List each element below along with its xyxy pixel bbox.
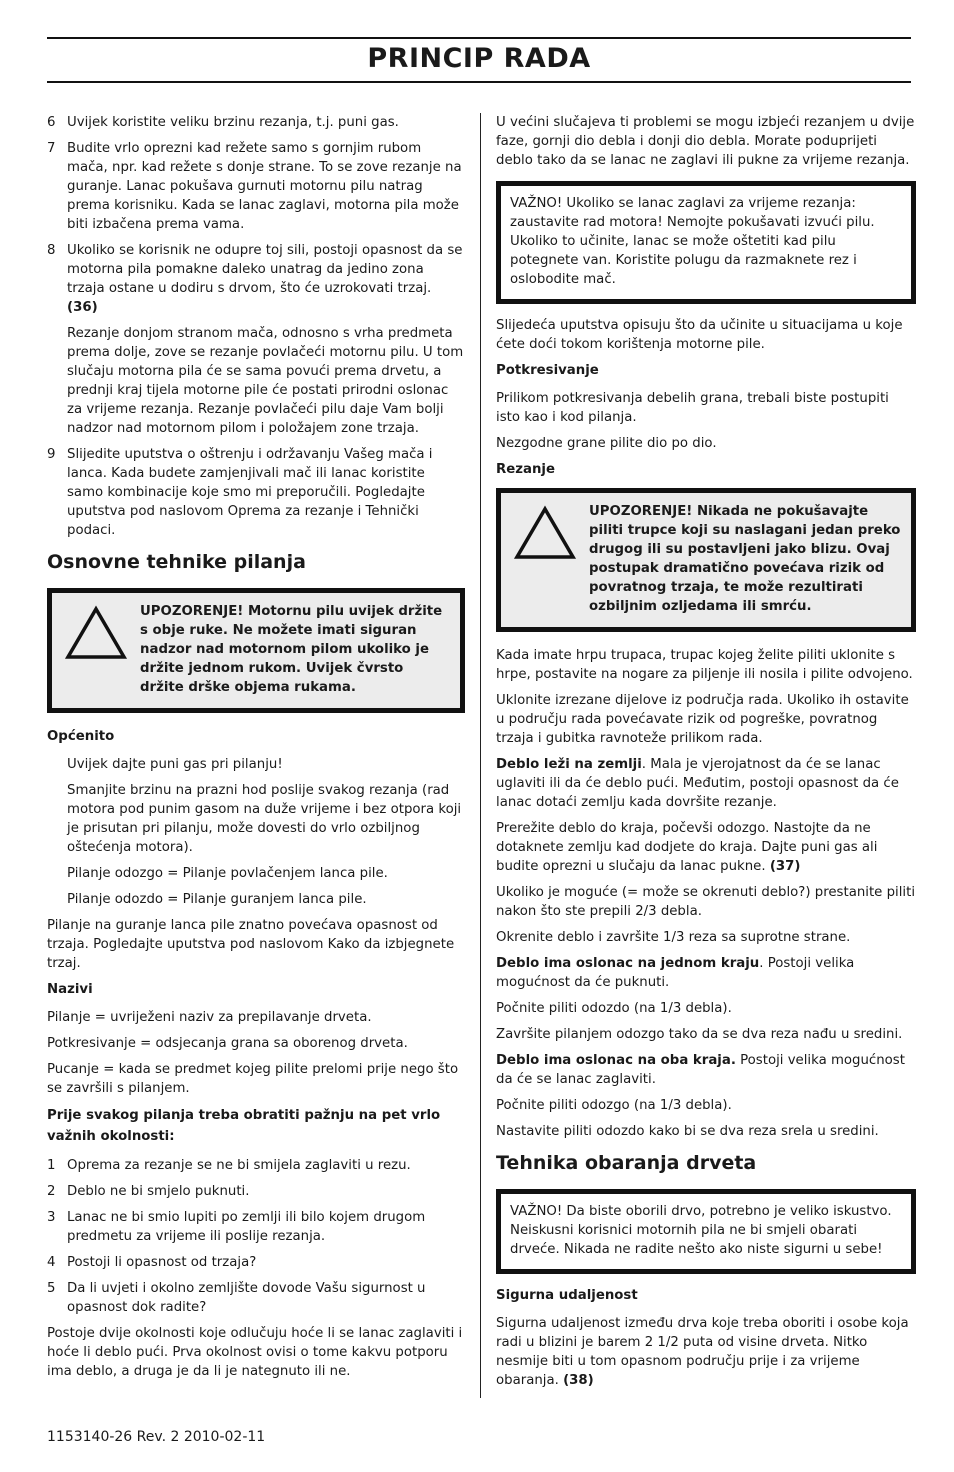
item-number: 3: [47, 1210, 56, 1225]
subheading: Rezanje: [496, 462, 556, 477]
list-item: [47, 113, 465, 132]
warning-text: UPOZORENJE! Nikada ne pokušavajte piliti trupce koji su naslagani jedan preko drugog ili su postavljeni jako blizu. Ovaj postupak dramatično povećava rizik od povratnog trzaja, te može rezultirati ozbiljnim ozljedama ili smrću.: [589, 504, 901, 614]
subheading: Sigurna udaljenost: [496, 1288, 638, 1303]
page-title: PRINCIP RADA: [367, 43, 591, 74]
figure-reference: (37): [769, 859, 801, 874]
paragraph: Pucanje = kada se predmet kojeg pilite prelomi prije nego što se završili s pilanjem.: [47, 1062, 459, 1096]
paragraph: Postoje dvije okolnosti koje odlučuju hoće li se lanac zaglaviti i hoće li deblo pući. Prva okolnost ovisi o tome kakvu potporu ima deblo, a druga je da li je nategnuto ili ne.: [47, 1326, 463, 1379]
item-text: Oprema za rezanje se ne bi smijela zaglaviti u rezu.: [67, 1158, 411, 1173]
paragraph: Prilikom potkresivanja debelih grana, trebali biste postupiti isto kao i kod pilanja.: [496, 391, 889, 425]
paragraph: Pilanje = uvriježeni naziv za prepilavanje drveta.: [47, 1010, 372, 1025]
item-text: Slijedite uputstva o oštrenju i održavanju Vašeg mača i lanca. Kada budete zamjenjivali mač ili lanac koristite samo kombinacije koje smo mi preporučili. Pogledajte uputstva pod naslovom Oprema za rezanje i Tehnički podaci.: [67, 447, 433, 538]
paragraph: Deblo leži na zemlji. Mala je vjerojatnost da će se lanac uglaviti ili da će deblo pući. Međutim, postoji opasnost da će lanac dotaći zemlju kada dovršite rezanje.: [496, 757, 899, 810]
list-item: [47, 1182, 465, 1201]
subheading: Općenito: [47, 729, 115, 744]
paragraph: Pilanje na guranje lanca pile znatno povećava opasnost od trzaja. Pogledajte uputstva pod naslovom Kako da izbjegnete trzaj.: [47, 918, 455, 971]
paragraph: Smanjite brzinu na prazni hod poslije svakog rezanja (rad motora pod punim gasom na duže vrijeme i bez otpora koji je prisutan pri pilanju, može dovesti do vrlo ozbiljnog oštećenja motora).: [67, 783, 462, 855]
paragraph: Potkresivanje = odsjecanja grana sa oborenog drveta.: [47, 1036, 408, 1051]
item-number: 2: [47, 1184, 56, 1199]
important-note-box: VAŽNO! Da biste oborili drvo, potrebno je veliko iskustvo. Neiskusni korisnici motornih pila ne bi smjeli obarati drveće. Nikada ne radite nešto ako niste sigurni u sebe!: [496, 1189, 916, 1274]
paragraph: Kada imate hrpu trupaca, trupac kojeg želite piliti uklonite s hrpe, postavite na nogare za piljenje ili nosila i pilite odvojeno.: [496, 648, 913, 682]
subheading: Prije svakog pilanja treba obratiti pažnju na pet vrlo važnih okolnosti:: [47, 1108, 441, 1144]
item-number: 1: [47, 1158, 56, 1173]
list-item: [47, 1279, 465, 1317]
paragraph: Uklonite izrezane dijelove iz područja rada. Ukoliko ih ostavite u području rada povećavate rizik od pogreške, povratnog trzaja i gubitka ravnoteže prilikom rada.: [496, 693, 909, 746]
item-text: Budite vrlo oprezni kad režete samo s gornjim rubom mača, npr. kad režete s donje strane. To se zove rezanje na guranje. Lanac pokušava gurnuti motornu pilu natrag prema korisniku. Kada se lanac zaglavi, motorna pila može biti izbačena prema vama.: [67, 141, 462, 232]
paragraph: Okrenite deblo i završite 1/3 reza sa suprotne strane.: [496, 930, 851, 945]
paragraph: Počnite piliti odozgo (na 1/3 debla).: [496, 1098, 732, 1113]
paragraph: Prerežite deblo do kraja, počevši odozgo. Nastojte da ne dotaknete zemlju kad dodjete do kraja. Dajte puni gas ali budite oprezni u slučaju da lanac pukne. (37): [496, 821, 878, 874]
item-number: 7: [47, 141, 56, 156]
header-rule-bottom: [47, 81, 911, 83]
paragraph: Nezgodne grane pilite dio po dio.: [496, 436, 717, 451]
list-item: [47, 1156, 465, 1175]
item-text: Da li uvjeti i okolno zemljište dovode Vašu sigurnost u opasnost dok radite?: [67, 1281, 426, 1315]
warning-triangle-icon: [52, 593, 140, 708]
paragraph: Rezanje donjom stranom mača, odnosno s vrha predmeta prema dolje, zove se rezanje povlačeći motornu pilu. U tom slučaju motorna pila će se sama povući prema drvetu, a prednji kraj tijela motorne pile će postati prirodni oslonac za vrijeme rezanja. Rezanje povlačeći pilu daje Vam bolji nadzor nad motornom pilom i položajem zone trzaja.: [67, 326, 464, 436]
item-number: 9: [47, 447, 56, 462]
paragraph: Deblo ima oslonac na jednom kraju. Postoji velika mogućnost da će puknuti.: [496, 956, 855, 990]
paragraph: Pilanje odozgo = Pilanje povlačenjem lanca pile.: [67, 866, 388, 881]
paragraph: U većini slučajeva ti problemi se mogu izbjeći rezanjem u dvije faze, gornji dio debla i donji dio debla. Morate poduprijeti deblo tako da se lanac ne zaglavi ili pukne za vrijeme rezanja.: [496, 115, 915, 168]
paragraph: Sigurna udaljenost između drva koje treba oboriti i osobe koja radi u blizini je barem 2 1/2 puta od visine drveta. Nitko nesmije biti u tom opasnom području prije i za vrijeme obaranja. (38): [496, 1316, 909, 1388]
item-text: Deblo ne bi smjelo puknuti.: [67, 1184, 250, 1199]
paragraph: Slijedeća uputstva opisuju što da učinite u situacijama u koje ćete doći tokom korištenja motorne pile.: [496, 318, 903, 352]
right-column: [496, 113, 916, 1397]
paragraph: Uvijek dajte puni gas pri pilanju!: [67, 757, 283, 772]
warning-text: UPOZORENJE! Motornu pilu uvijek držite s obje ruke. Ne možete imati siguran nadzor nad motornom pilom ukoliko je držite jednom rukom. Uvijek čvrsto držite drške objema rukama.: [140, 604, 443, 695]
item-number: 5: [47, 1281, 56, 1296]
item-text: Ukoliko se korisnik ne odupre toj sili, postoji opasnost da se motorna pila pomakne daleko unatrag da jedino zona trzaja ostane u dodiru s drvom, što će uzrokovati trzaj. (36): [67, 243, 463, 315]
subheading: Potkresivanje: [496, 363, 599, 378]
warning-triangle-icon: [501, 493, 589, 627]
paragraph: Završite pilanjem odozgo tako da se dva reza nađu u sredini.: [496, 1027, 903, 1042]
list-item: [47, 1208, 465, 1246]
list-item: [47, 1253, 465, 1272]
column-divider: [480, 113, 481, 1398]
document-id: 1153140-26 Rev. 2 2010-02-11: [47, 1429, 266, 1445]
warning-box: [496, 488, 916, 632]
item-number: 4: [47, 1255, 56, 1270]
warning-box: [47, 588, 465, 713]
section-heading: Tehnika obaranja drveta: [496, 1152, 757, 1174]
header-rule-top: [47, 37, 911, 39]
list-item: [47, 445, 465, 540]
paragraph: Deblo ima oslonac na oba kraja. Postoji velika mogućnost da će se lanac zaglaviti.: [496, 1053, 905, 1087]
item-number: 8: [47, 243, 56, 258]
figure-reference: (38): [563, 1373, 594, 1388]
paragraph: Počnite piliti odozdo (na 1/3 debla).: [496, 1001, 732, 1016]
paragraph: Nastavite piliti odozdo kako bi se dva reza srela u sredini.: [496, 1124, 879, 1139]
paragraph: Ukoliko je moguće (= može se okrenuti deblo?) prestanite piliti nakon što ste prepili 2/3 debla.: [496, 885, 916, 919]
item-text: Uvijek koristite veliku brzinu rezanja, t.j. puni gas.: [67, 115, 399, 130]
item-text: Postoji li opasnost od trzaja?: [67, 1255, 257, 1270]
important-note-box: VAŽNO! Ukoliko se lanac zaglavi za vrijeme rezanja: zaustavite rad motora! Nemojte pokušavati izvući pilu. Ukoliko to učinite, lanac se može oštetiti kad pilu potegnete van. Koristite polugu da razmaknete rez i oslobodite mač.: [496, 181, 916, 304]
section-heading: Osnovne tehnike pilanja: [47, 551, 306, 573]
item-number: 6: [47, 115, 56, 130]
subheading: Nazivi: [47, 982, 93, 997]
paragraph: Pilanje odozdo = Pilanje guranjem lanca pile.: [67, 892, 367, 907]
figure-reference: (36): [67, 300, 98, 315]
list-item: [47, 139, 465, 234]
item-text: Lanac ne bi smio lupiti po zemlji ili bilo kojem drugom predmetu za vrijeme ili poslije rezanja.: [67, 1210, 426, 1244]
left-column: [47, 113, 465, 1388]
list-item: [47, 241, 465, 317]
